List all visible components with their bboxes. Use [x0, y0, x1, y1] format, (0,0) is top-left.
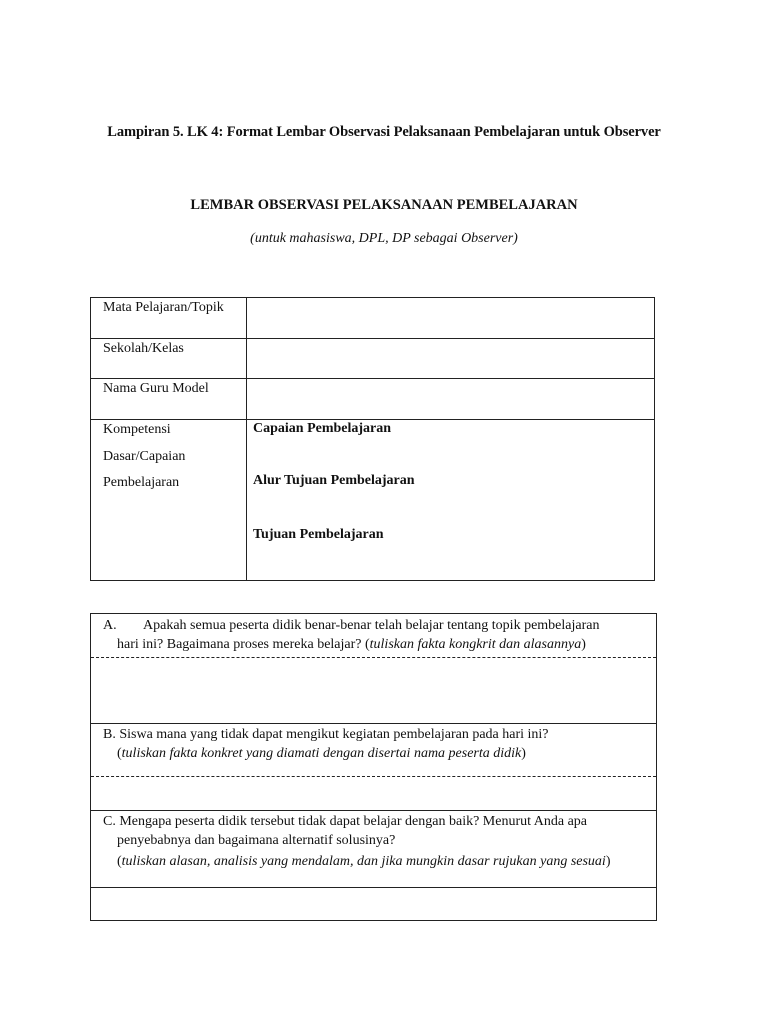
table-row-teacher — [91, 379, 654, 420]
question-a-line2 — [117, 635, 586, 654]
competency-label-line: Kompetensi — [103, 422, 171, 437]
info-table — [90, 297, 655, 581]
answer-area-b[interactable] — [91, 777, 656, 810]
question-b-close: ) — [521, 746, 526, 761]
competency-label-line: Pembelajaran — [103, 475, 180, 490]
question-a-text: hari ini? Bagaimana proses mereka belajar? ( — [117, 637, 370, 652]
question-a-instruction: tuliskan fakta kongkrit dan alasannya — [369, 637, 582, 652]
school-label: Sekolah/Kelas — [103, 341, 184, 356]
question-c-open: ( — [117, 854, 122, 869]
question-c-instruction: tuliskan alasan, analisis yang mendalam, dan jika mungkin dasar rujukan yang sesuai — [121, 854, 606, 869]
question-c-close: ) — [605, 854, 611, 869]
subject-label: Mata Pelajaran/Topik — [103, 300, 224, 315]
learning-flow-label: Alur Tujuan Pembelajaran — [253, 473, 415, 488]
question-b-open: ( — [117, 746, 122, 761]
question-b-line1: B. Siswa mana yang tidak dapat mengikut kegiatan pembelajaran pada hari ini? — [103, 727, 549, 742]
question-c-line1: C. Mengapa peserta didik tersebut tidak dapat belajar dengan baik? Menurut Anda apa — [103, 814, 587, 829]
form-title: LEMBAR OBSERVASI PELAKSANAAN PEMBELAJARAN — [190, 197, 578, 213]
appendix-title: Lampiran 5. LK 4: Format Lembar Observasi Pelaksanaan Pembelajaran untuk Observer — [107, 124, 661, 140]
question-c-line3 — [117, 852, 611, 871]
questions-table — [90, 613, 657, 921]
table-row-school — [91, 339, 654, 379]
question-b-instruction: tuliskan fakta konkret yang diamati dengan disertai nama peserta didik — [121, 746, 522, 761]
competency-label-line: Dasar/Capaian — [103, 448, 186, 464]
answer-area-c[interactable] — [91, 888, 656, 920]
question-c-line2: penyebabnya dan bagaimana alternatif solusinya? — [117, 833, 396, 848]
learning-outcomes-label: Capaian Pembelajaran — [253, 421, 392, 436]
learning-objectives-label: Tujuan Pembelajaran — [253, 527, 384, 542]
form-subtitle: (untuk mahasiswa, DPL, DP sebagai Observer) — [250, 231, 518, 246]
question-a-close: ) — [581, 637, 586, 652]
question-b-line2 — [117, 744, 526, 763]
question-a-marker: A. — [103, 618, 117, 633]
table-row-subject — [91, 298, 654, 339]
competency-label — [103, 417, 185, 497]
teacher-label: Nama Guru Model — [103, 381, 209, 396]
row-divider — [91, 723, 656, 724]
answer-area-a[interactable] — [91, 658, 656, 723]
row-divider — [91, 810, 656, 811]
question-a-line1: Apakah semua peserta didik benar-benar telah belajar tentang topik pembelajaran — [143, 618, 600, 633]
